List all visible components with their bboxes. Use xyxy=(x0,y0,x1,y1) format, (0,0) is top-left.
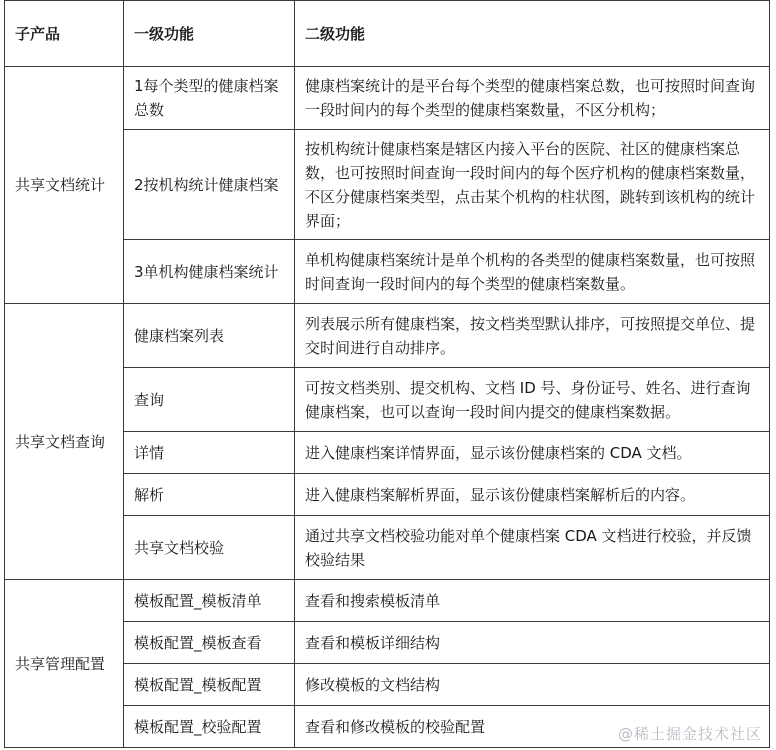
watermark-text: @稀土掘金技术社区 xyxy=(617,725,762,743)
level1-cell: 共享文档校验 xyxy=(124,516,295,580)
level1-cell: 模板配置_模板查看 xyxy=(124,622,295,664)
header-product: 子产品 xyxy=(5,1,124,67)
function-table xyxy=(4,0,770,748)
product-cell: 共享管理配置 xyxy=(5,580,124,748)
level1-cell: 模板配置_校验配置 xyxy=(124,706,295,748)
header-level1: 一级功能 xyxy=(124,1,295,67)
level2-cell: 查看和搜索模板清单 xyxy=(295,580,770,622)
level1-cell: 详情 xyxy=(124,432,295,474)
level2-cell: 进入健康档案解析界面，显示该份健康档案解析后的内容。 xyxy=(295,474,770,516)
level2-cell: 进入健康档案详情界面，显示该份健康档案的 CDA 文档。 xyxy=(295,432,770,474)
level1-cell: 模板配置_模板配置 xyxy=(124,664,295,706)
level1-cell: 解析 xyxy=(124,474,295,516)
product-cell: 共享文档查询 xyxy=(5,304,124,580)
header-row xyxy=(5,1,770,67)
level2-cell: 查看和修改模板的校验配置 xyxy=(295,706,770,748)
table-row xyxy=(5,580,770,622)
header-level2: 二级功能 xyxy=(295,1,770,67)
level2-cell: 列表展示所有健康档案，按文档类型默认排序，可按照提交单位、提交时间进行自动排序。 xyxy=(295,304,770,368)
product-cell: 共享文档统计 xyxy=(5,67,124,304)
level2-cell: 通过共享文档校验功能对单个健康档案 CDA 文档进行校验，并反馈校验结果 xyxy=(295,516,770,580)
level1-cell: 3单机构健康档案统计 xyxy=(124,240,295,304)
level1-cell: 查询 xyxy=(124,368,295,432)
level2-cell: 健康档案统计的是平台每个类型的健康档案总数，也可按照时间查询一段时间内的每个类型的健康档案数量，不区分机构； xyxy=(295,67,770,130)
table-row xyxy=(5,67,770,130)
level1-cell: 模板配置_模板清单 xyxy=(124,580,295,622)
table-row xyxy=(5,304,770,368)
level2-cell: 查看和模板详细结构 xyxy=(295,622,770,664)
level1-cell: 1每个类型的健康档案总数 xyxy=(124,67,295,130)
level2-cell: 按机构统计健康档案是辖区内接入平台的医院、社区的健康档案总数，也可按照时间查询一段时间内的每个医疗机构的健康档案数量，不区分健康档案类型，点击某个机构的柱状图，跳转到该机构的统计界面； xyxy=(295,130,770,240)
level2-cell: 修改模板的文档结构 xyxy=(295,664,770,706)
level2-cell: 可按文档类别、提交机构、文档 ID 号、身份证号、姓名、进行查询健康档案，也可以查询一段时间内提交的健康档案数据。 xyxy=(295,368,770,432)
level2-cell: 单机构健康档案统计是单个机构的各类型的健康档案数量，也可按照时间查询一段时间内的每个类型的健康档案数量。 xyxy=(295,240,770,304)
level1-cell: 2按机构统计健康档案 xyxy=(124,130,295,240)
level1-cell: 健康档案列表 xyxy=(124,304,295,368)
